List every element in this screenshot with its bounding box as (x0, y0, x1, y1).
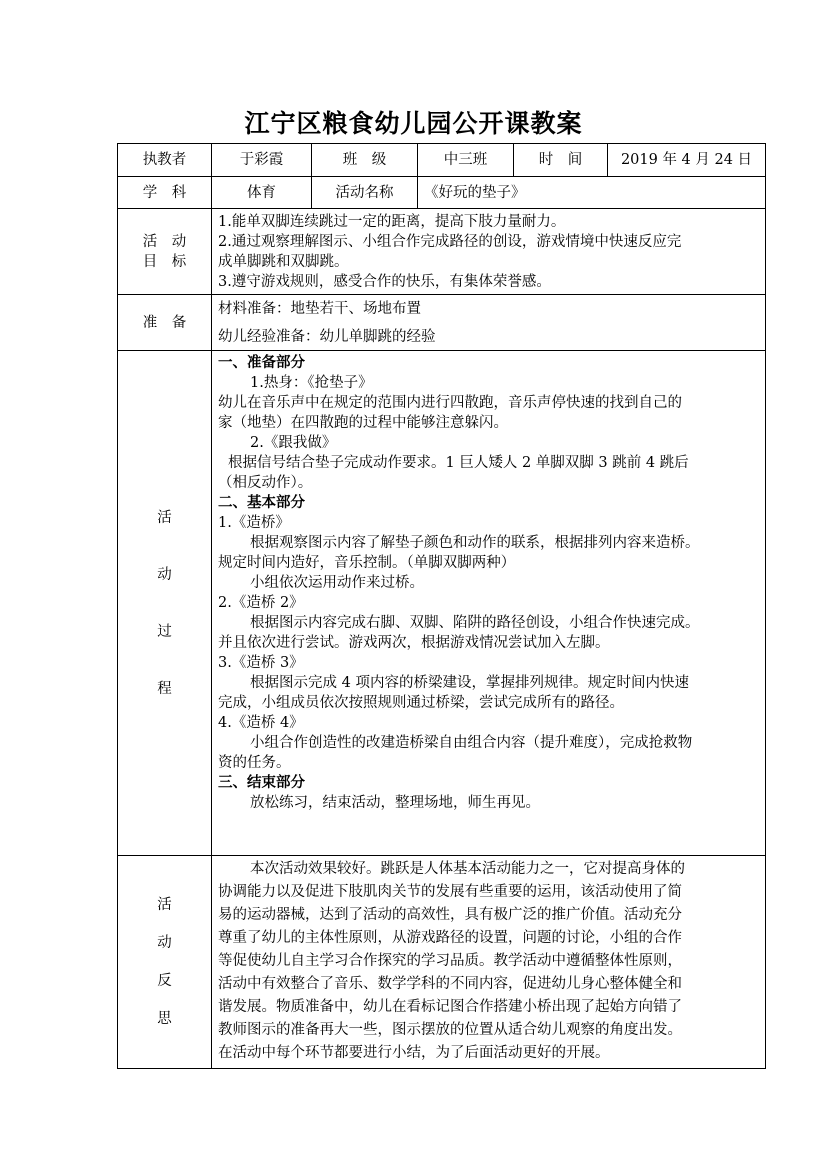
reflection-line: 易的运动器械，达到了活动的高效性，具有极广泛的推广价值。活动充分 (218, 907, 682, 923)
prep-content (212, 295, 766, 351)
process-line: 3.《造桥 3》 (218, 655, 304, 671)
reflection-content (212, 856, 766, 1069)
process-line: 小组依次运用动作来过桥。 (250, 575, 424, 591)
goal-line: 成单脚跳和双脚跳。 (218, 253, 349, 270)
reflection-label-char: 动 (157, 935, 172, 951)
process-line: 根据信号结合垫子完成动作要求。1 巨人矮人 2 单脚双脚 3 跳前 4 跳后 (228, 455, 689, 471)
process-line: 家（地垫）在四散跑的过程中能够注意躲闪。 (218, 415, 508, 431)
activity-name-value: 《好玩的垫子》 (418, 177, 766, 209)
process-line: 1.热身：《抢垫子》 (250, 375, 373, 391)
time-label: 时 间 (514, 144, 608, 177)
reflection-line: 教师图示的准备再大一些，图示摆放的位置从适合幼儿观察的角度出发。 (218, 1022, 682, 1038)
header-row-1 (118, 144, 766, 177)
process-label-char: 过 (157, 623, 172, 640)
teacher-label: 执教者 (118, 144, 212, 177)
reflection-label-char: 思 (157, 1011, 172, 1027)
reflection-line: 尊重了幼儿的主体性原则，从游戏路径的设置，问题的讨论，小组的合作 (218, 930, 682, 946)
reflection-line: 本次活动效果较好。跳跃是人体基本活动能力之一，它对提高身体的 (250, 861, 685, 877)
prep-line: 材料准备：地垫若干、场地布置 (218, 300, 421, 317)
goals-label-line-1: 活 动 (142, 233, 187, 250)
goals-label (118, 209, 212, 295)
prep-line: 幼儿经验准备：幼儿单脚跳的经验 (218, 328, 436, 345)
section-heading: 二、基本部分 (218, 494, 305, 511)
process-line: 放松练习，结束活动，整理场地，师生再见。 (250, 795, 540, 811)
goal-line: 1.能单双脚连续跳过一定的距离，提高下肢力量耐力。 (218, 213, 566, 230)
class-label: 班 级 (312, 144, 418, 177)
header-row-2 (118, 177, 766, 209)
process-line: 4.《造桥 4》 (218, 715, 304, 731)
process-row (118, 351, 766, 856)
reflection-line: 谐发展。物质准备中，幼儿在看标记图合作搭建小桥出现了起始方向错了 (218, 999, 682, 1015)
process-line: 根据图示完成 4 项内容的桥梁建设，掌握排列规律。规定时间内快速 (250, 675, 689, 691)
process-line: 1.《造桥》 (218, 515, 290, 531)
reflection-label-char: 反 (157, 973, 172, 989)
activity-name-label: 活动名称 (312, 177, 418, 209)
subject-label: 学 科 (118, 177, 212, 209)
process-line: 并且依次进行尝试。游戏两次，根据游戏情况尝试加入左脚。 (218, 635, 610, 651)
page-title: 江宁区粮食幼儿园公开课教案 (244, 109, 583, 138)
process-line: 根据观察图示内容了解垫子颜色和动作的联系，根据排列内容来造桥。 (250, 535, 700, 551)
goal-line: 3.遵守游戏规则，感受合作的快乐，有集体荣誉感。 (218, 273, 551, 290)
process-line: 2.《跟我做》 (250, 435, 337, 451)
section-heading: 一、准备部分 (218, 354, 305, 371)
class-value: 中三班 (418, 144, 514, 177)
reflection-label (118, 856, 212, 1069)
reflection-line: 在活动中每个环节都要进行小结，为了后面活动更好的开展。 (218, 1045, 610, 1061)
reflection-line: 活动中有效整合了音乐、数学学科的不同内容，促进幼儿身心整体健全和 (218, 976, 682, 992)
reflection-row (118, 856, 766, 1069)
process-line: 完成，小组成员依次按照规则通过桥梁，尝试完成所有的路径。 (218, 695, 624, 711)
process-line: 根据图示内容完成右脚、双脚、陷阱的路径创设，小组合作快速完成。 (250, 615, 700, 631)
lesson-plan-table (117, 143, 766, 1069)
subject-value: 体育 (212, 177, 312, 209)
goals-label-line-2: 目 标 (142, 253, 187, 270)
process-line: 2.《造桥 2》 (218, 595, 304, 611)
reflection-line: 协调能力以及促进下肢肌肉关节的发展有些重要的运用，该活动使用了简 (218, 884, 682, 900)
goals-row (118, 209, 766, 295)
section-heading: 三、结束部分 (218, 774, 305, 791)
process-line: 小组合作创造性的改建造桥梁自由组合内容（提升难度），完成抢救物 (250, 735, 693, 751)
prep-row (118, 295, 766, 351)
goals-content (212, 209, 766, 295)
process-label-char: 活 (157, 509, 172, 526)
goal-line: 2.通过观察理解图示、小组合作完成路径的创设，游戏情境中快速反应完 (218, 233, 682, 250)
process-line: 资的任务。 (218, 755, 291, 771)
process-label (118, 351, 212, 856)
prep-label: 准 备 (118, 295, 212, 351)
process-label-char: 程 (157, 680, 172, 697)
teacher-value: 于彩霞 (212, 144, 312, 177)
reflection-label-char: 活 (157, 897, 172, 913)
process-content (212, 351, 766, 856)
process-line: 规定时间内造好，音乐控制。（单脚双脚两种） (218, 555, 516, 571)
process-line: （相反动作）。 (218, 475, 313, 491)
process-line: 幼儿在音乐声中在规定的范围内进行四散跑，音乐声停快速的找到自己的 (218, 395, 682, 411)
date-value: 2019 年 4 月 24 日 (608, 144, 766, 177)
process-label-char: 动 (157, 566, 172, 583)
reflection-line: 等促使幼儿自主学习合作探究的学习品质。教学活动中遵循整体性原则， (218, 953, 682, 969)
